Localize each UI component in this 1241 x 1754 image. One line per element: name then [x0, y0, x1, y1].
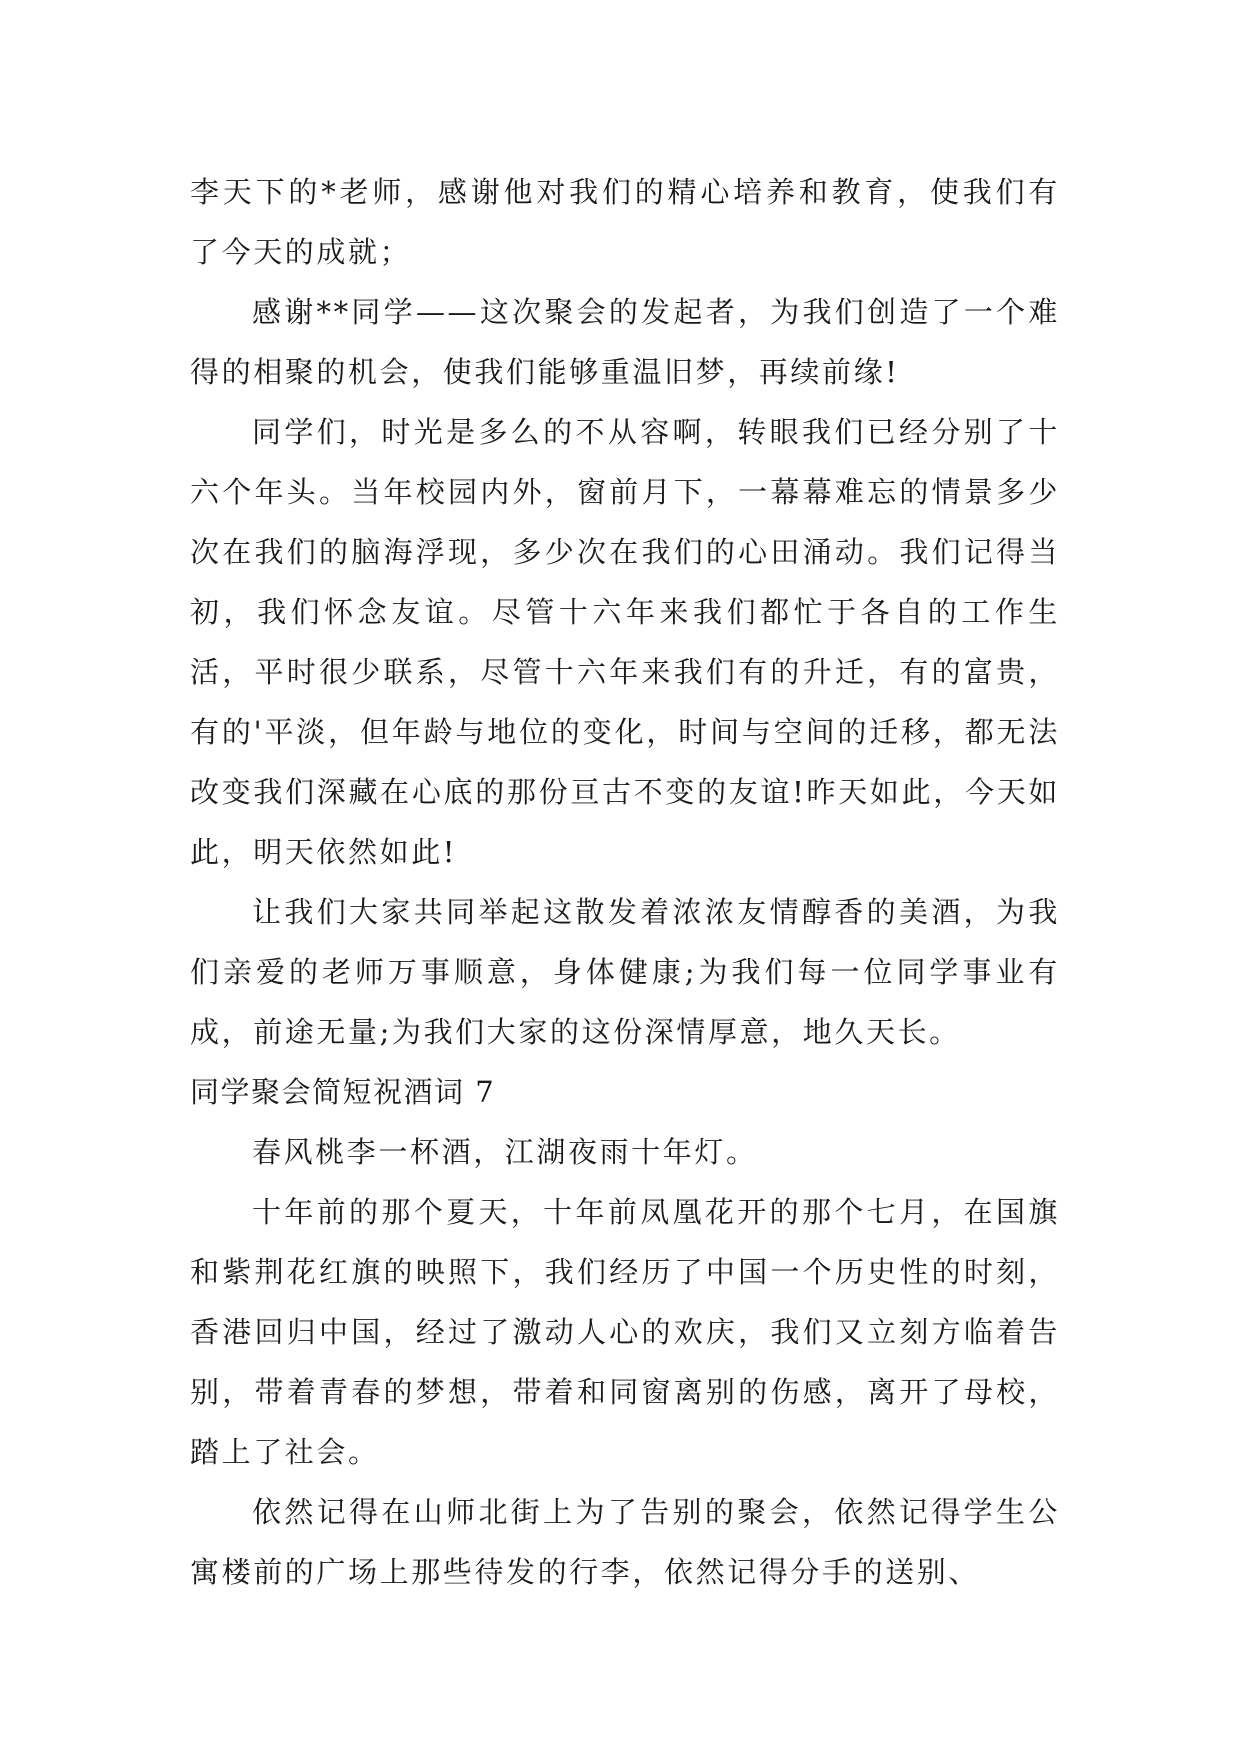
paragraph-organizer-thanks: 感谢**同学——这次聚会的发起者，为我们创造了一个难得的相聚的机会，使我们能够重温旧梦，再续前缘!: [190, 295, 1060, 389]
paragraph-sixteen-years: 同学们，时光是多么的不从容啊，转眼我们已经分别了十六个年头。当年校园内外，窗前月下，一幕幕难忘的情景多少次在我们的脑海浮现，多少次在我们的心田涌动。我们记得当初，我们怀念友谊。尽管十六年来我们都忙于各自的工作生活，平时很少联系，尽管十六年来我们有的升迁，有的富贵，有的'平淡，但年龄与地位的变化，时间与空间的迁移，都无法改变我们深藏在心底的那份亘古不变的友谊!昨天如此，今天如此，明天依然如此!: [190, 415, 1060, 869]
section-heading: 同学聚会简短祝酒词 7: [190, 1075, 496, 1109]
paragraph-memories: 依然记得在山师北街上为了告别的聚会，依然记得学生公寓楼前的广场上那些待发的行李，依然记得分手的送别、: [190, 1495, 1060, 1589]
paragraph-ten-years-ago: 十年前的那个夏天，十年前凤凰花开的那个七月，在国旗和紫荆花红旗的映照下，我们经历了中国一个历史性的时刻，香港回归中国，经过了激动人心的欢庆，我们又立刻方临着告别，带着青春的梦想，带着和同窗离别的伤感，离开了母校，踏上了社会。: [190, 1195, 1060, 1469]
paragraph-teacher-thanks: 李天下的*老师，感谢他对我们的精心培养和教育，使我们有了今天的成就；: [190, 175, 1060, 269]
paragraph-opening-verse: 春风桃李一杯酒，江湖夜雨十年灯。: [252, 1135, 758, 1169]
paragraph-toast: 让我们大家共同举起这散发着浓浓友情醇香的美酒，为我们亲爱的老师万事顺意，身体健康;为我们每一位同学事业有成，前途无量;为我们大家的这份深情厚意，地久天长。: [190, 895, 1060, 1049]
document-body: [190, 162, 1060, 1602]
